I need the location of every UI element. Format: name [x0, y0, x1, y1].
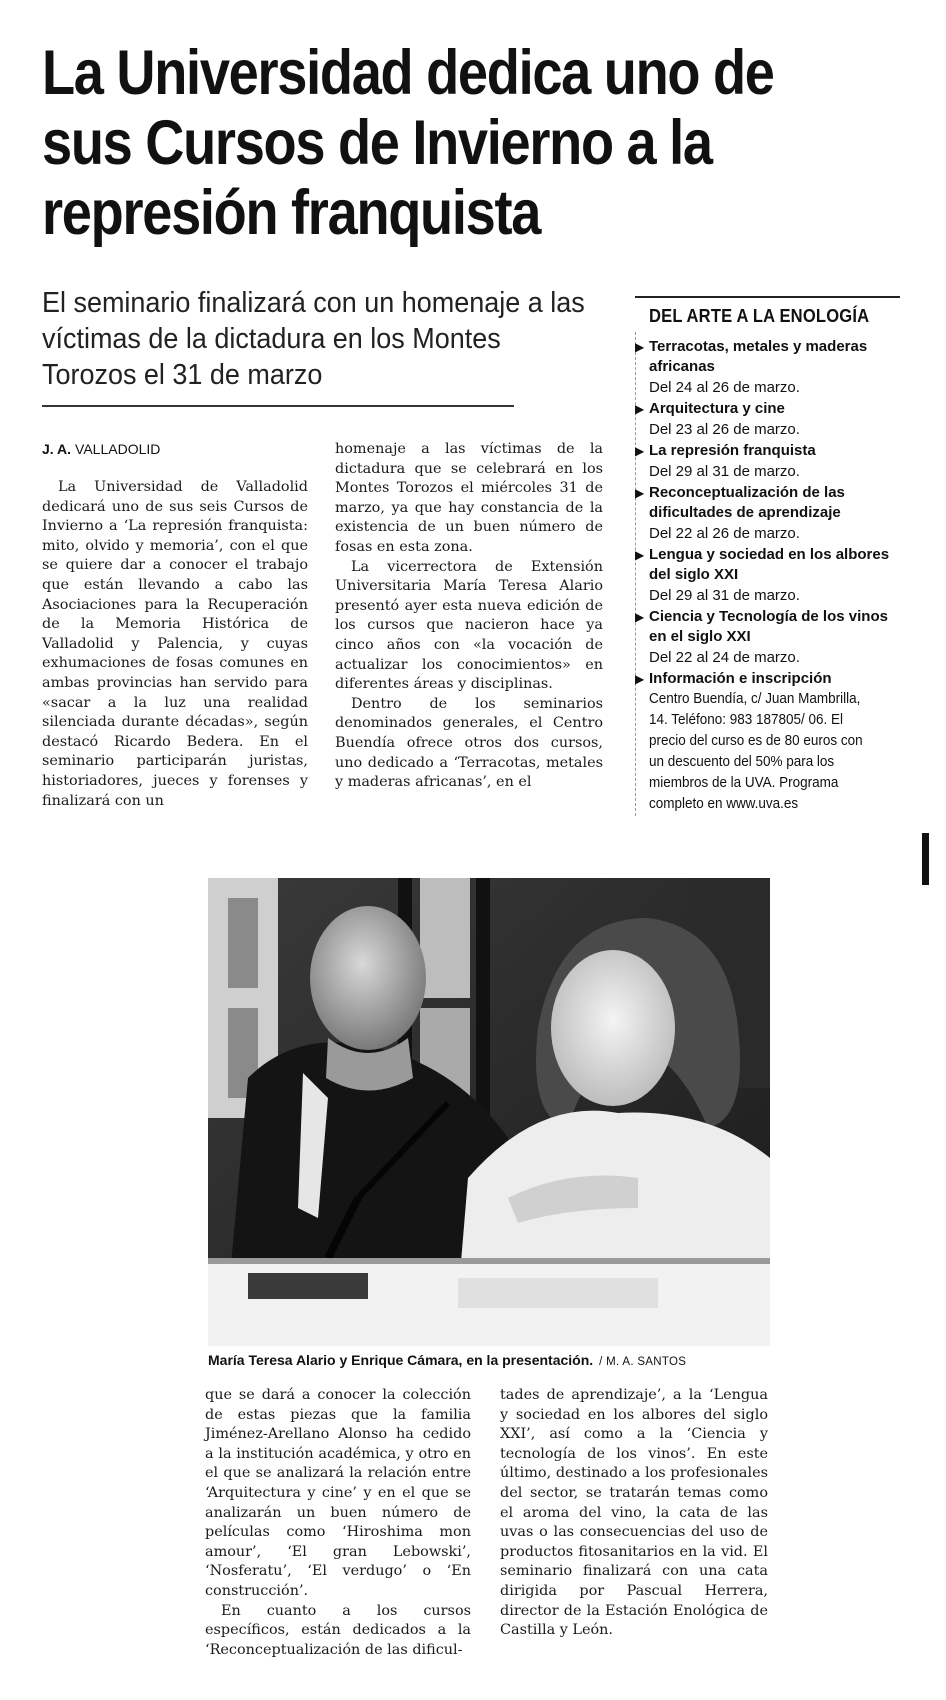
sidebar-item-title: Terracotas, metales y maderas africanas [649, 338, 868, 375]
arrow-icon: ▶ [635, 672, 645, 686]
sidebar-item-date: Del 29 al 31 de marzo. [649, 463, 800, 480]
photo-caption [208, 1352, 686, 1368]
arrow-icon: ▶ [635, 340, 645, 354]
sidebar-info-text: Centro Buendía, c/ Juan Mambrilla, 14. Teléfono: 983 187805/ 06. El precio del curso es de 80 euros con un descuento del 50% para los miembros de la UVA. Programa completo en www.uva.es [649, 691, 863, 812]
arrow-icon: ▶ [635, 486, 645, 500]
paragraph: que se dará a conocer la colección de estas piezas que la familia Jiménez-Arellano Alonso ha cedido a la institución académica, y otro en el que se analizará la relación entre ‘Arquitectura y cine’ y en el que se analizarán un buen número de películas como ‘Hiroshima mon amour’, ‘El gran Lebowski’, ‘Nosferatu’, ‘El verdugo’ o ‘En construcción’. [205, 1387, 471, 1599]
paragraph: Dentro de los seminarios denominados generales, el Centro Buendía ofrece otros dos cursos, uno dedicado a ‘Terracotas, metales y maderas africanas’, en el [335, 695, 603, 791]
byline-location: VALLADOLID [75, 441, 161, 457]
page-edge-mark [922, 833, 929, 885]
paragraph: tades de aprendizaje’, a la ‘Lengua y sociedad en los albores del siglo XXI’, así como a la ‘Ciencia y tecnología de los vinos’. En este último, destinado a los profesionales del sector, se tratarán temas como el aroma del vino, la cata de las uvas o las consecuencias del uso de productos fitosanitarios en la vid. El seminario finalizará con una cata dirigida por Pascual Herrera, director de la Estación Enológica de Castilla y León. [500, 1387, 768, 1639]
sidebar-item [635, 337, 900, 398]
sidebar-item-title: Lengua y sociedad en los albores del siglo XXI [649, 546, 890, 583]
arrow-icon: ▶ [635, 444, 645, 458]
sidebar-title: DEL ARTE A LA ENOLOGÍA [649, 306, 870, 326]
sidebar-item-date: Del 22 al 24 de marzo. [649, 649, 800, 666]
sidebar-box [635, 296, 900, 816]
photo-image [208, 878, 770, 1346]
sidebar-item [635, 399, 900, 440]
sidebar-top-rule [635, 296, 900, 298]
article-column-2 [335, 440, 603, 793]
article-column-1 [42, 478, 308, 811]
sidebar-item-title: Ciencia y Tecnología de los vinos en el siglo XXI [649, 608, 888, 645]
arrow-icon: ▶ [635, 548, 645, 562]
sidebar-item [635, 545, 900, 606]
sidebar-list [635, 337, 900, 815]
paragraph: homenaje a las víctimas de la dictadura que se celebrará en los Montes Torozos el miércoles 31 de marzo, ya que hay constancia de la existencia de un buen número de fosas en esta zona. [335, 441, 603, 555]
sidebar-item-date: Del 22 al 26 de marzo. [649, 525, 800, 542]
sidebar-item-date: Del 23 al 26 de marzo. [649, 421, 800, 438]
sidebar-item-title: La represión franquista [649, 442, 816, 459]
sidebar-info-title: Información e inscripción [649, 670, 832, 687]
sidebar-item-date: Del 24 al 26 de marzo. [649, 379, 800, 396]
caption-text: María Teresa Alario y Enrique Cámara, en la presentación. [208, 1352, 594, 1368]
sidebar-item [635, 441, 900, 482]
sidebar-item-title: Reconceptualización de las dificultades de aprendizaje [649, 484, 845, 521]
sidebar-item [635, 607, 900, 668]
sidebar-item-date: Del 29 al 31 de marzo. [649, 587, 800, 604]
subheadline: El seminario finalizará con un homenaje a las víctimas de la dictadura en los Montes Torozos el 31 de marzo [42, 287, 585, 391]
paragraph: La Universidad de Valladolid dedicará uno de sus seis Cursos de Invierno a ‘La represión franquista: mito, olvido y memoria’, con el que se quiere dar a conocer el trabajo que están llevando a cabo las Asociaciones para la Recuperación de la Memoria Histórica de Valladolid y Palencia, y cuyas exhumaciones de fosas comunes en ambas provincias han servido para «sacar a la luz una realidad silenciada durante décadas», según destacó Ricardo Bedera. En el seminario participarán juristas, historiadores, jueces y forenses y finalizará con un [42, 479, 308, 809]
photo [208, 878, 770, 1346]
sidebar-item-info [635, 669, 900, 815]
subhead-rule [42, 405, 514, 407]
sidebar-item-title: Arquitectura y cine [649, 400, 785, 417]
photo-credit: / M. A. SANTOS [599, 1356, 687, 1368]
article-column-3 [205, 1386, 471, 1660]
arrow-icon: ▶ [635, 610, 645, 624]
headline: La Universidad dedica uno de sus Cursos de Invierno a la represión franquista [42, 38, 774, 248]
paragraph: La vicerrectora de Extensión Universitaria María Teresa Alario presentó ayer esta nueva edición de los cursos que nacieron hace ya cinco años con «la vocación de actualizar los conocimientos» en diferentes áreas y disciplinas. [335, 558, 603, 693]
article-column-4 [500, 1386, 768, 1641]
sidebar-item [635, 483, 900, 544]
arrow-icon: ▶ [635, 402, 645, 416]
byline [42, 441, 160, 457]
paragraph: En cuanto a los cursos específicos, están dedicados a la ‘Reconceptualización de las dificul- [205, 1602, 471, 1658]
byline-author: J. A. [42, 441, 72, 457]
